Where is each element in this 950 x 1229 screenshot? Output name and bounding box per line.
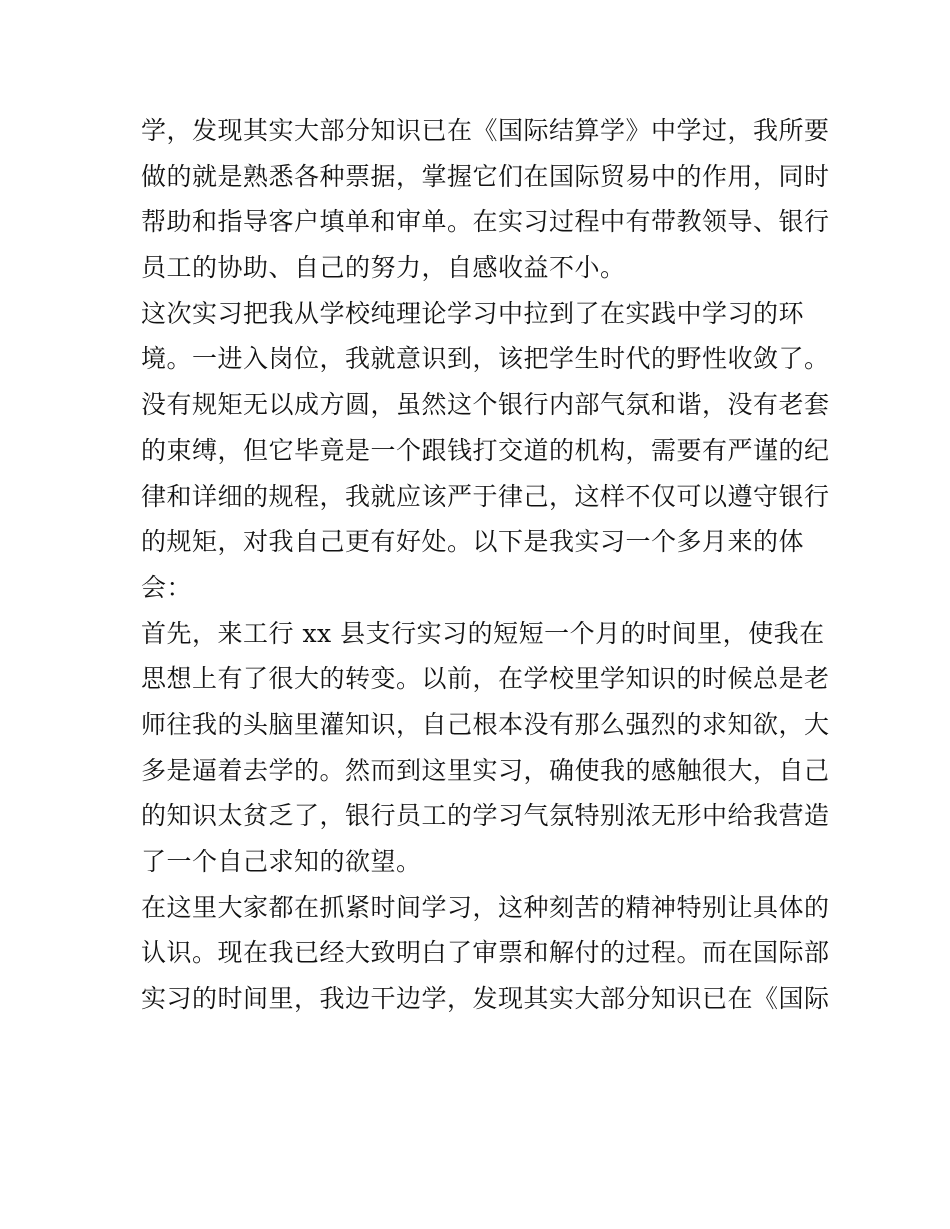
- text-line: 的知识太贫乏了，银行员工的学习气氛特别浓无形中给我营造: [141, 801, 830, 831]
- text-line: 思想上有了很大的转变。以前，在学校里学知识的时候总是老: [141, 664, 830, 694]
- text-line: 的束缚，但它毕竟是一个跟钱打交道的机构，需要有严谨的纪: [141, 435, 830, 465]
- text-line: 多是逼着去学的。然而到这里实习，确使我的感触很大，自己: [141, 755, 830, 785]
- text-line: 律和详细的规程，我就应该严于律己，这样不仅可以遵守银行: [141, 481, 830, 511]
- text-line: 这次实习把我从学校纯理论学习中拉到了在实践中学习的环: [141, 298, 805, 328]
- text-line: 帮助和指导客户填单和审单。在实习过程中有带教领导、银行: [141, 207, 830, 237]
- text-line: 境。一进入岗位，我就意识到，该把学生时代的野性收敛了。: [141, 344, 830, 374]
- text-line: 做的就是熟悉各种票据，掌握它们在国际贸易中的作用，同时: [141, 161, 830, 191]
- text-line: 在这里大家都在抓紧时间学习，这种刻苦的精神特别让具体的: [141, 892, 830, 922]
- text-line: 会：: [141, 572, 193, 602]
- body-text: [141, 108, 830, 1022]
- text-line: 实习的时间里，我边干边学，发现其实大部分知识已在《国际: [141, 984, 830, 1014]
- text-line: 师往我的头脑里灌知识，自己根本没有那么强烈的求知欲，大: [141, 709, 830, 739]
- text-line: 认识。现在我已经大致明白了审票和解付的过程。而在国际部: [141, 938, 830, 968]
- text-line: 没有规矩无以成方圆，虽然这个银行内部气氛和谐，没有老套: [141, 390, 830, 420]
- text-line: 学，发现其实大部分知识已在《国际结算学》中学过，我所要: [141, 116, 830, 145]
- text-line: 员工的协助、自己的努力，自感收益不小。: [141, 253, 626, 283]
- text-line: 了一个自己求知的欲望。: [141, 847, 422, 876]
- text-line: 的规矩，对我自己更有好处。以下是我实习一个多月来的体: [141, 527, 805, 557]
- text-line: 首先，来工行 xx 县支行实习的短短一个月的时间里，使我在: [141, 618, 825, 648]
